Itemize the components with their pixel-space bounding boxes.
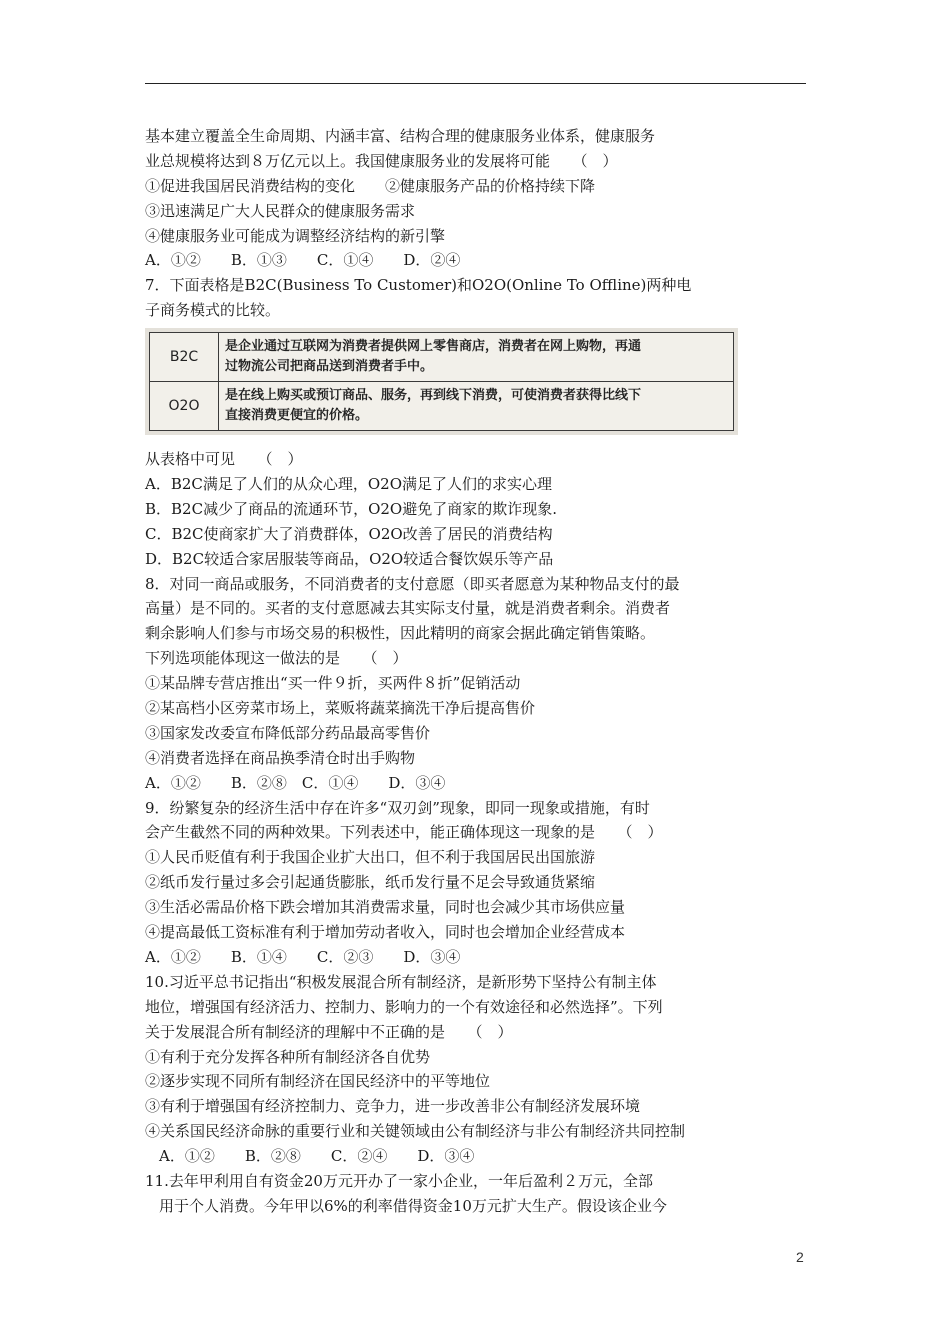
question-stem: 关于发展混合所有制经济的理解中不正确的是 （ ）: [145, 1022, 513, 1041]
header-rule: [145, 83, 806, 84]
table-cell-term: B2C: [150, 333, 219, 382]
option-line: ②某高档小区旁菜市场上，菜贩将蔬菜摘洗干净后提高售价: [145, 699, 536, 718]
option-line: ③生活必需品价格下跌会增加其消费需求量，同时也会减少其市场供应量: [145, 898, 626, 917]
table-row: [150, 382, 734, 431]
option-line: ①某品牌专营店推出“买一件９折，买两件８折”促销活动: [145, 674, 521, 693]
option-line: C．B2C使商家扩大了消费群体，O2O改善了居民的消费结构: [145, 524, 553, 543]
question-prompt: 下列选项能体现这一做法的是 （ ）: [145, 649, 408, 668]
desc-line: 直接消费更便宜的价格。: [225, 408, 369, 424]
question-stem: 10.习近平总书记指出“积极发展混合所有制经济，是新形势下坚持公有制主体: [145, 972, 657, 991]
option-line: ④健康服务业可能成为调整经济结构的新引擎: [145, 226, 446, 245]
question-stem: 用于个人消费。今年甲以6%的利率借得资金10万元扩大生产。假设该企业今: [159, 1196, 667, 1215]
option-line: ①人民币贬值有利于我国企业扩大出口，但不利于我国居民出国旅游: [145, 848, 596, 867]
table-cell-desc: [219, 333, 734, 382]
text-line: 业总规模将达到８万亿元以上。我国健康服务业的发展将可能 （ ）: [145, 151, 618, 170]
table-cell-desc: [219, 382, 734, 431]
desc-line: 是企业通过互联网为消费者提供网上零售商店，消费者在网上购物，再通: [225, 339, 642, 355]
option-line: ④提高最低工资标准有利于增加劳动者收入，同时也会增加企业经营成本: [145, 923, 626, 942]
question-stem: 子商务模式的比较。: [145, 301, 281, 320]
text-line: 基本建立覆盖全生命周期、内涵丰富、结构合理的健康服务业体系，健康服务: [145, 127, 656, 145]
question-stem: 会产生截然不同的两种效果。下列表述中，能正确体现这一现象的是 （ ）: [145, 823, 663, 842]
exam-page-content: [145, 124, 785, 1219]
question-11: [145, 1169, 785, 1219]
question-stem: 7．下面表格是B2C(Business To Customer)和O2O(Online To Offline)两种电: [145, 276, 692, 295]
option-line: D．B2C较适合家居服装等商品，O2O较适合餐饮娱乐等产品: [145, 549, 554, 568]
option-line: ③有利于增强国有经济控制力、竞争力，进一步改善非公有制经济发展环境: [145, 1097, 641, 1116]
question-7: [145, 273, 785, 571]
question-9: [145, 796, 785, 970]
option-line: ②纸币发行量过多会引起通货膨胀，纸币发行量不足会导致通货紧缩: [145, 873, 596, 892]
answer-choices: A．①② B．②⑧ C．②④ D．③④: [159, 1147, 475, 1166]
option-line: ①促进我国居民消费结构的变化 ②健康服务产品的价格持续下降: [145, 176, 596, 195]
option-line: ②逐步实现不同所有制经济在国民经济中的平等地位: [145, 1072, 491, 1091]
question-stem: 9．纷繁复杂的经济生活中存在许多“双刃剑”现象，即同一现象或措施，有时: [145, 798, 650, 817]
option-line: ③国家发改委宣布降低部分药品最高零售价: [145, 723, 431, 742]
question-stem: 高量）是不同的。买者的支付意愿减去其实际支付量，就是消费者剩余。消费者: [145, 599, 671, 618]
desc-line: 是在线上购买或预订商品、服务，再到线下消费，可使消费者获得比线下: [225, 388, 642, 404]
q6-continuation: [145, 124, 785, 273]
option-line: ①有利于充分发挥各种所有制经济各自优势: [145, 1047, 431, 1066]
answer-choices: A．①② B．②⑧ C．①④ D．③④: [145, 773, 446, 792]
question-stem: 8．对同一商品或服务，不同消费者的支付意愿（即买者愿意为某种物品支付的最: [145, 574, 680, 593]
question-prompt: 从表格中可见 （ ）: [145, 450, 303, 469]
option-line: B．B2C减少了商品的流通环节，O2O避免了商家的欺诈现象.: [145, 499, 557, 518]
desc-line: 过物流公司把商品送到消费者手中。: [225, 359, 434, 375]
answer-choices: A．①② B．①③ C．①④ D．②④: [145, 251, 461, 270]
question-8: [145, 572, 785, 796]
question-stem: 11.去年甲利用自有资金20万元开办了一家小企业，一年后盈利２万元，全部: [145, 1171, 653, 1190]
question-stem: 地位，增强国有经济活力、控制力、影响力的一个有效途径和必然选择”。下列: [145, 997, 663, 1016]
question-stem: 剩余影响人们参与市场交易的积极性，因此精明的商家会据此确定销售策略。: [145, 624, 656, 643]
comparison-table-image: [145, 328, 738, 435]
table-cell-term: O2O: [150, 382, 219, 431]
option-line: ④关系国民经济命脉的重要行业和关键领域由公有制经济与非公有制经济共同控制: [145, 1122, 686, 1141]
comparison-table: [149, 332, 734, 431]
option-line: ④消费者选择在商品换季清仓时出手购物: [145, 748, 416, 767]
page-number: 2: [796, 1249, 804, 1265]
option-line: A．B2C满足了人们的从众心理，O2O满足了人们的求实心理: [145, 475, 553, 494]
answer-choices: A．①② B．①④ C．②③ D．③④: [145, 947, 461, 966]
table-row: [150, 333, 734, 382]
question-10: [145, 970, 785, 1169]
option-line: ③迅速满足广大人民群众的健康服务需求: [145, 201, 416, 220]
